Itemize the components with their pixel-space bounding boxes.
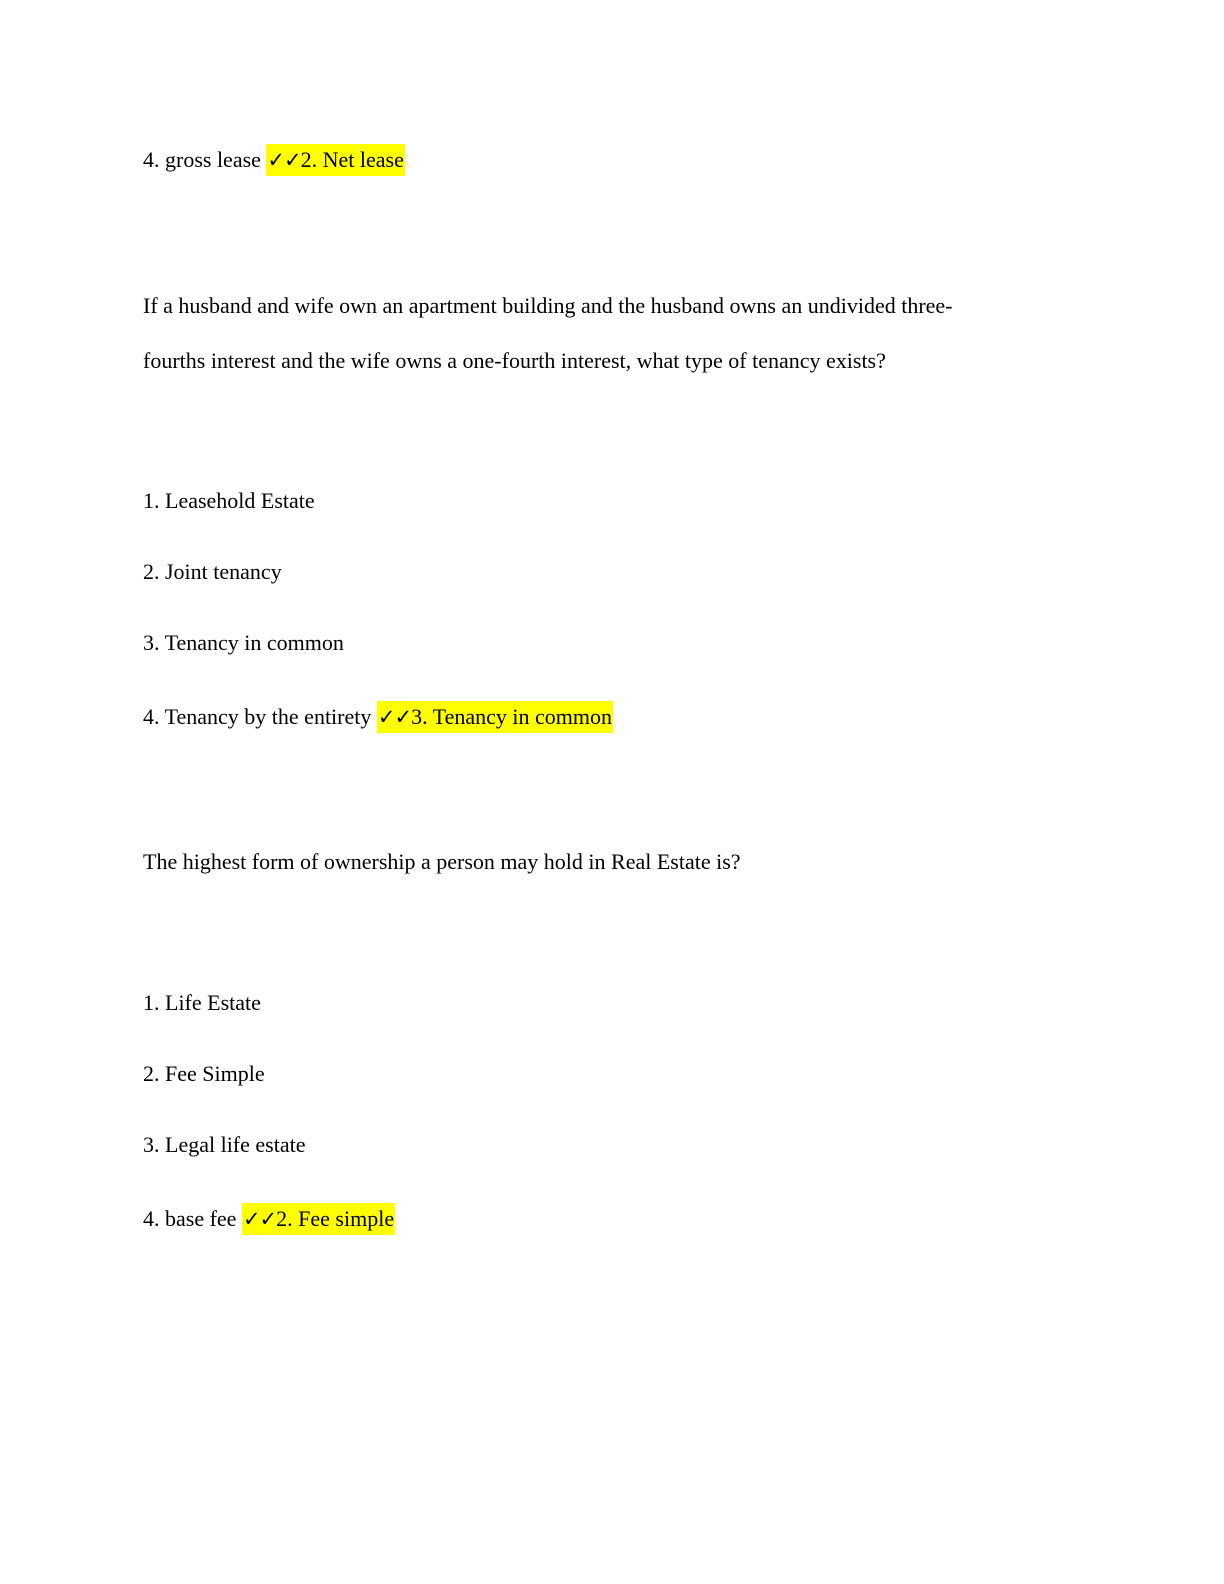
q0-option-4 [143, 147, 405, 173]
answer-highlight [242, 1203, 395, 1235]
q1-option-2: 2. Joint tenancy [143, 559, 282, 584]
q2-question-line-1: The highest form of ownership a person may hold in Real Estate is? [143, 849, 741, 874]
q2-option-4 [143, 1206, 395, 1232]
answer-text: 2. Fee simple [276, 1206, 395, 1231]
option-text: 4. gross lease [143, 147, 267, 172]
q2-option-1: 1. Life Estate [143, 990, 261, 1015]
q1-option-4 [143, 704, 613, 730]
q1-question-line-2: fourths interest and the wife owns a one-fourth interest, what type of tenancy exists? [143, 348, 886, 373]
answer-highlight [377, 701, 613, 733]
q2-option-2: 2. Fee Simple [143, 1061, 265, 1086]
option-text: 4. base fee [143, 1206, 242, 1231]
q2-option-3: 3. Legal life estate [143, 1132, 306, 1157]
answer-text: 3. Tenancy in common [411, 704, 612, 729]
option-text: 4. Tenancy by the entirety [143, 704, 377, 729]
q1-question-line-1: If a husband and wife own an apartment building and the husband owns an undivided three- [143, 293, 953, 318]
double-check-icon: ✓✓ [242, 1207, 277, 1231]
answer-text: 2. Net lease [300, 147, 404, 172]
double-check-icon: ✓✓ [267, 148, 301, 172]
q1-option-3: 3. Tenancy in common [143, 630, 344, 655]
double-check-icon: ✓✓ [377, 705, 412, 729]
q1-option-1: 1. Leasehold Estate [143, 488, 315, 513]
answer-highlight [266, 144, 404, 176]
